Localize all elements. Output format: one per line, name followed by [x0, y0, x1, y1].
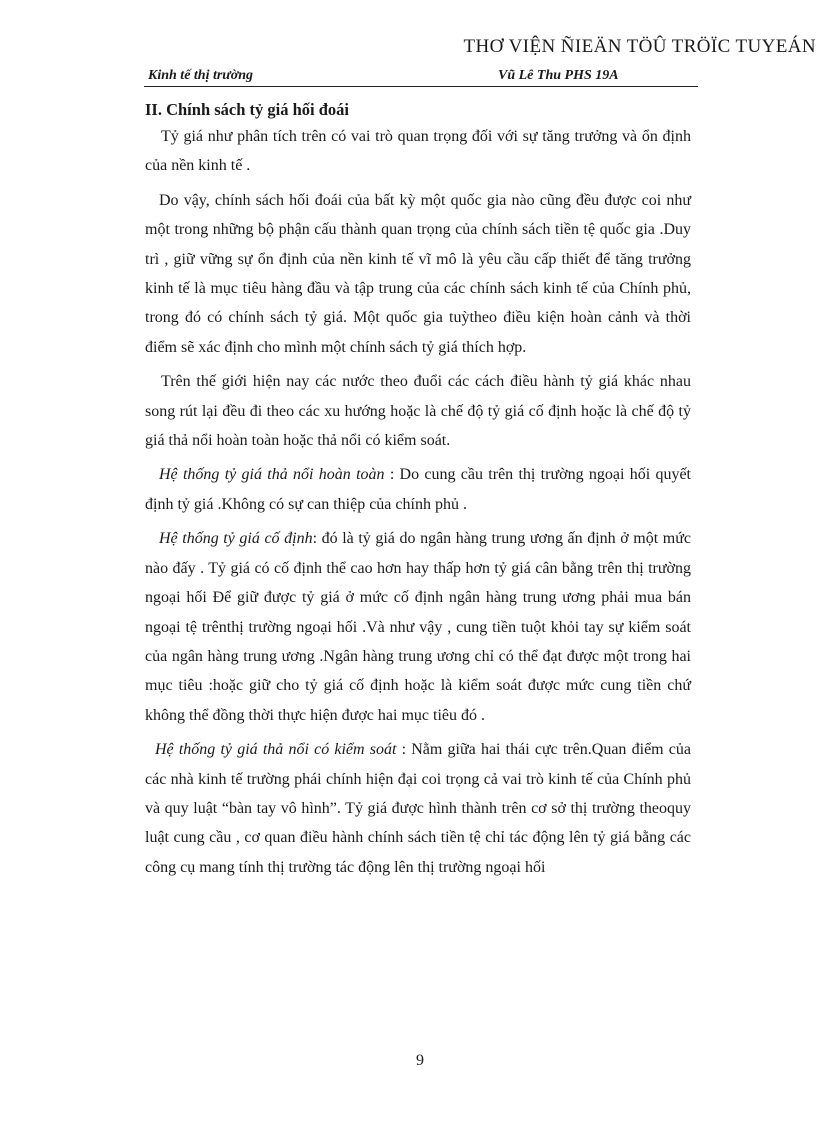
paragraph-2: Do vậy, chính sách hối đoái của bất kỳ một quốc gia nào cũng đều được coi như một trong những bộ phận cấu thành quan trọng của chính sách tiền tệ quốc gia .Duy trì , giữ vững sự ổn định của nền kinh tế vĩ mô là yêu cầu cấp thiết để tăng trưởng kinh tế là mục tiêu hàng đầu và tập trung của các chính sách kinh tế của Chính phủ, trong đó có chính sách tỷ giá. Một quốc gia tuỳtheo điều kiện hoàn cảnh và thời điểm sẽ xác định cho mình một chính sách tỷ giá thích hợp. — [145, 191, 691, 356]
term-fixed: Hệ thống tỷ giá cố định — [159, 530, 313, 548]
watermark-text: THƠ VIỆN ÑIEÄN TÖÛ TRÖÏC TUYEÁN — [463, 36, 816, 57]
running-header — [144, 64, 698, 87]
section-title: II. Chính sách tỷ giá hối đoái — [145, 100, 350, 119]
header-left: Kinh tế thị trường — [148, 68, 253, 83]
paragraph-6-text: : Nằm giữa hai thái cực trên.Quan điểm của các nhà kinh tế trường phái chính hiện đại coi trọng cả vai trò kinh tế của Chính phủ và quy luật “bàn tay vô hình”. Tỷ giá được hình thành trên cơ sở thị trường theoquy luật cung cầu , cơ quan điều hành chính sách tiền tệ chỉ tác động lên tỷ giá bằng các công cụ mang tính thị trường tác động lên thị trường ngoại hối — [145, 741, 691, 876]
paragraph-4-text: : Do cung cầu trên thị trường ngoại hối quyết định tỷ giá .Không có sự can thiệp của chính phủ . — [145, 466, 691, 513]
paragraph-5 — [145, 524, 691, 730]
paragraph-1: Tỷ giá như phân tích trên có vai trò quan trọng đối với sự tăng trưởng và ổn định của nền kinh tế . — [145, 128, 691, 175]
page-content — [145, 98, 691, 887]
term-managed-float: Hệ thống tỷ giá thả nổi có kiểm soát — [155, 741, 397, 759]
paragraph-5-text: : đó là tỷ giá do ngân hàng trung ương ấn định ở một mức nào đấy . Tỷ giá có cố định thể cao hơn hay thấp hơn tỷ giá cân bằng trên thị trường ngoại hối Để giữ được tỷ giá ở mức cố định ngân hàng trung ương phải mua bán ngoại tệ trênthị trường ngoại hối .Và như vậy , cung tiền tuột khỏi tay sự kiểm soát của ngân hàng trung ương .Ngân hàng trung ương chỉ có thể đạt được một trong hai mục tiêu :hoặc giữ cho tỷ giá cố định hoặc là kiểm soát được mức cung tiền chứ không thể đồng thời thực hiện được hai mục tiêu đó . — [145, 530, 691, 724]
paragraph-4 — [145, 460, 691, 519]
term-floating: Hệ thống tỷ giá thả nổi hoàn toàn — [159, 466, 385, 484]
page-number: 9 — [416, 1052, 424, 1069]
header-right: Vũ Lê Thu PHS 19A — [498, 68, 619, 83]
paragraph-3: Trên thế giới hiện nay các nước theo đuổi các cách điều hành tỷ giá khác nhau song rút lại đều đi theo các xu hướng hoặc là chế độ tỷ giá cố định hoặc là chế độ tỷ giá thả nổi hoàn toàn hoặc thả nổi có kiểm soát. — [145, 373, 691, 450]
paragraph-6 — [145, 735, 691, 882]
